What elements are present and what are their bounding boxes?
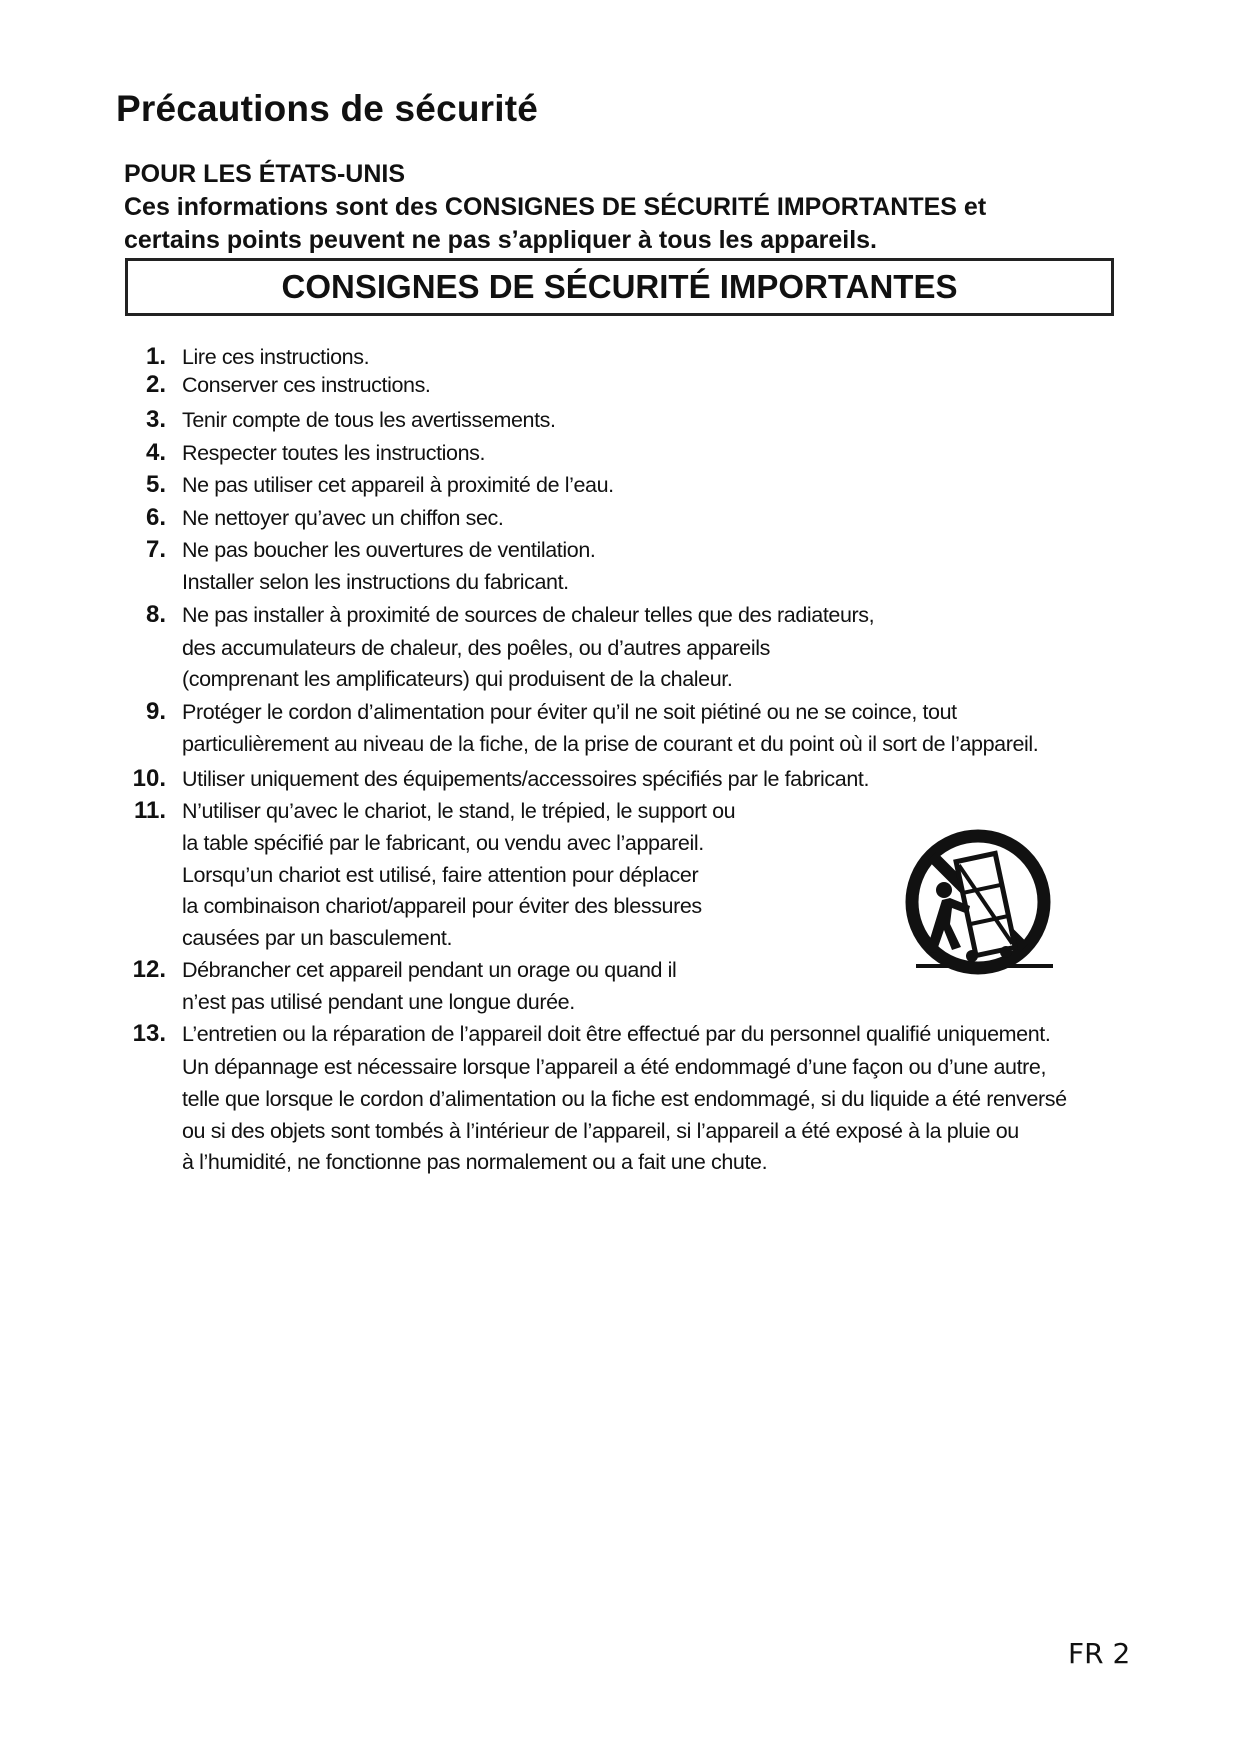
item-text-line: Tenir compte de tous les avertissements. — [182, 408, 556, 432]
item-text-line: Installer selon les instructions du fabricant. — [182, 570, 569, 594]
item-text-line: N’utiliser qu’avec le chariot, le stand, le trépied, le support ou — [182, 799, 736, 823]
item-number: 4. — [145, 439, 166, 466]
item-text-line: Utiliser uniquement des équipements/accessoires spécifiés par le fabricant. — [182, 767, 870, 791]
item-text-line: (comprenant les amplificateurs) qui produisent de la chaleur. — [182, 667, 733, 691]
item-text-line: Ne nettoyer qu’avec un chiffon sec. — [182, 506, 504, 530]
item-number: 10. — [132, 765, 166, 792]
item-text-line: la combinaison chariot/appareil pour éviter des blessures — [182, 894, 702, 918]
item-number: 11. — [133, 797, 166, 824]
page-title: Précautions de sécurité — [116, 88, 539, 129]
item-number: 3. — [145, 406, 166, 433]
item-number: 13. — [132, 1020, 166, 1047]
item-number: 7. — [145, 536, 166, 563]
item-text-line: Débrancher cet appareil pendant un orage ou quand il — [182, 958, 677, 982]
item-text-line: Ne pas utiliser cet appareil à proximité de l’eau. — [182, 473, 614, 497]
item-text-line: des accumulateurs de chaleur, des poêles, ou d’autres appareils — [182, 636, 770, 660]
item-number: 12. — [132, 956, 166, 983]
item-text-line: particulièrement au niveau de la fiche, de la prise de courant et du point où il sort de l’appareil. — [182, 732, 1039, 756]
item-number: 8. — [145, 601, 166, 628]
cart-tip-over-warning-icon — [898, 826, 1058, 986]
item-text-line: causées par un basculement. — [182, 926, 453, 950]
item-text-line: L’entretien ou la réparation de l’appareil doit être effectué par du personnel qualifié uniquement. — [182, 1022, 1051, 1046]
intro-line-1: Ces informations sont des CONSIGNES DE SÉCURITÉ IMPORTANTES et — [124, 193, 987, 221]
region-heading: POUR LES ÉTATS-UNIS — [124, 160, 406, 188]
item-text-line: ou si des objets sont tombés à l’intérieur de l’appareil, si l’appareil a été exposé à la pluie ou — [182, 1119, 1019, 1143]
item-number: 1. — [145, 343, 166, 370]
item-text-line: Ne pas boucher les ouvertures de ventilation. — [182, 538, 596, 562]
item-text-line: Respecter toutes les instructions. — [182, 441, 486, 465]
item-text-line: à l’humidité, ne fonctionne pas normalement ou a fait une chute. — [182, 1150, 768, 1174]
item-text-line: telle que lorsque le cordon d’alimentation ou la fiche est endommagé, si du liquide a été renversé — [182, 1087, 1067, 1111]
item-text-line: Conserver ces instructions. — [182, 373, 431, 397]
item-text-line: Protéger le cordon d’alimentation pour éviter qu’il ne soit piétiné ou ne se coince, tout — [182, 700, 957, 724]
page-number: FR 2 — [1068, 1637, 1131, 1670]
item-number: 9. — [145, 698, 166, 725]
item-text-line: Lire ces instructions. — [182, 345, 370, 369]
item-number: 6. — [145, 504, 166, 531]
item-text-line: la table spécifié par le fabricant, ou vendu avec l’appareil. — [182, 831, 704, 855]
item-text-line: Ne pas installer à proximité de sources de chaleur telles que des radiateurs, — [182, 603, 875, 627]
intro-line-2: certains points peuvent ne pas s’appliquer à tous les appareils. — [124, 226, 878, 254]
important-safety-banner: CONSIGNES DE SÉCURITÉ IMPORTANTES — [125, 258, 1114, 316]
item-number: 2. — [145, 371, 166, 398]
item-text-line: Un dépannage est nécessaire lorsque l’appareil a été endommagé d’une façon ou d’une autre, — [182, 1055, 1047, 1079]
intro-block — [124, 158, 986, 257]
item-text-line: n’est pas utilisé pendant une longue durée. — [182, 990, 575, 1014]
item-number: 5. — [145, 471, 166, 498]
item-text-line: Lorsqu’un chariot est utilisé, faire attention pour déplacer — [182, 863, 699, 887]
